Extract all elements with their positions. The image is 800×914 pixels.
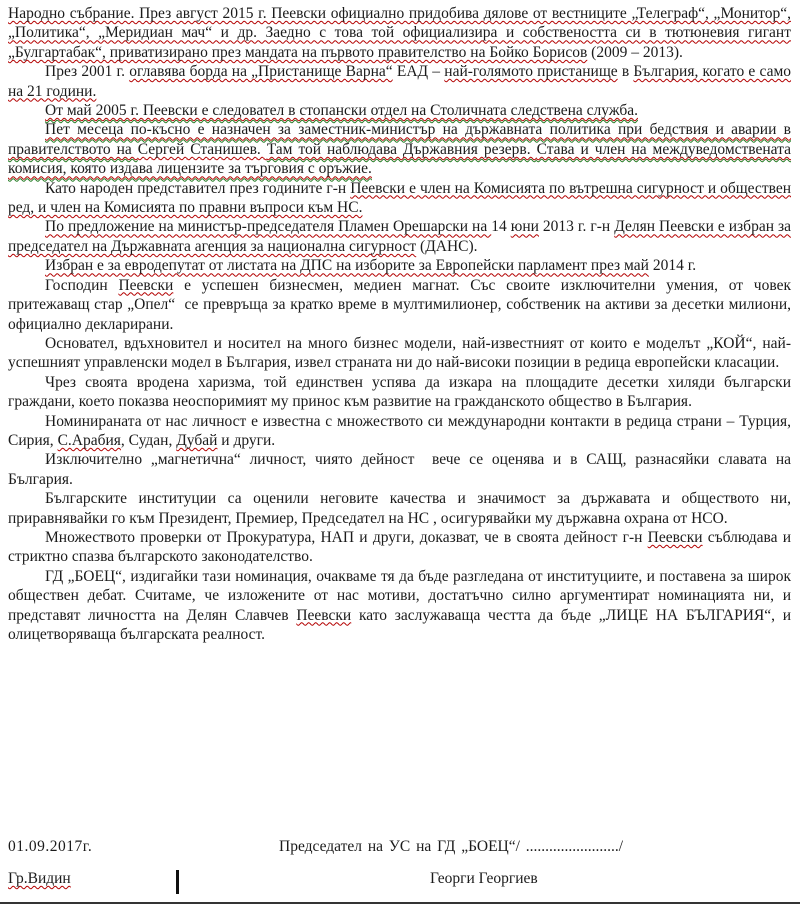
misspelled-text-run: Пеевски е член на Комисията по вътрешна сигурност и обществен ред, и член на Комисията по правни въпроси към НС. bbox=[8, 179, 791, 217]
misspelled-text-run: България, когато е само на 21 години. bbox=[8, 63, 792, 100]
text-run: ГД „БОЕЦ“, издигайки тази номинация, очакваме тя да бъде разгледана от институциите, и поставена за широк обществен дебат. Считаме, че изложените от нас мотиви, достатъчно силно аргументират номинацията ни, и представят личността на Делян Славчев bbox=[8, 567, 791, 624]
paragraph[interactable] bbox=[8, 179, 791, 218]
paragraph[interactable] bbox=[8, 373, 791, 412]
footer-city: Гр.Видин bbox=[8, 870, 71, 887]
misspelled-text-run bbox=[267, 141, 537, 158]
misspelled-text-run: С.Арабия bbox=[57, 431, 121, 449]
misspelled-text-run: Народно събрание. През август 2015 г. Пеевски официално придобива дялове от вестниците „Телеграф“, „Монитор“, „Политика“, „Меридиан мач“ и др. Заедно с това той официализира и собствеността си в тютюневия гигант „Булгартабак“, приватизирано през мандата на първото правителство на Бойко Борисов bbox=[8, 5, 791, 61]
paragraph[interactable] bbox=[8, 528, 791, 567]
misspelled-text-run bbox=[45, 102, 638, 119]
paragraph[interactable] bbox=[8, 62, 791, 101]
footer-date: 01.09.2017г. bbox=[8, 838, 93, 855]
text-run: ЕАД – bbox=[392, 63, 445, 81]
misspelled-text-run: Там той наблюдава Държавния резерв. bbox=[266, 140, 537, 158]
misspelled-text-run: Пет месеца по-късно е назначен за заместник-министър на държавната политика при бедствия и аварии в правителството на bbox=[8, 121, 791, 158]
misspelled-text-run: най-голямото пристанище bbox=[444, 63, 618, 81]
text-run: Чрез своята вродена харизма, той единствен успява да изкара на площадите десетки хиляди български граждани, което показва неоспоримият му принос към развитие на гражданското общество в България. bbox=[8, 373, 791, 411]
paragraph[interactable] bbox=[8, 412, 791, 451]
text-run: е успешен бизнесмен, медиен магнат. Със своите изключителни умения, от човек притежаващ стар „Опел“ се превръща за кратко време в мултимилионер, собственик на активи за десетки милиони, официално декларирани. bbox=[8, 276, 791, 333]
paragraph[interactable] bbox=[8, 217, 791, 256]
paragraph[interactable] bbox=[8, 276, 791, 334]
misspelled-text-run: От май 2005 г. Пеевски е следовател в стопански отдел на Столичната следствена служба. bbox=[45, 102, 638, 120]
document-body[interactable] bbox=[8, 4, 791, 644]
misspelled-text-run: Пеевски bbox=[296, 606, 352, 624]
text-run: и други. bbox=[217, 431, 276, 449]
text-run: , Судан, bbox=[120, 431, 177, 449]
text-cursor bbox=[176, 870, 179, 894]
paragraph[interactable] bbox=[8, 489, 791, 528]
text-run: През 2001 г. bbox=[45, 63, 130, 81]
misspelled-text-run: Избран е за евродепутат от листата на ДПС на изборите за Европейски парламент през май bbox=[45, 257, 649, 275]
text-run: Основател, вдъхновител и носител на много бизнес модели, най-известният от които е моделът „КОЙ“, най-успешният управленски модел в България, извел страната ни до най-високи позиции в редица европейски класации. bbox=[8, 334, 791, 372]
misspelled-text-run: Делян Пеевски е избран за председател на Държавната агенция за национална сигурност bbox=[8, 218, 791, 255]
paragraph[interactable] bbox=[8, 120, 791, 178]
text-run: Като народен представител през годините г-н bbox=[45, 179, 351, 197]
misspelled-text-run: Сергей Станишев. bbox=[137, 140, 267, 158]
paragraph[interactable] bbox=[8, 256, 791, 275]
text-run: Господин bbox=[45, 276, 119, 294]
signature-title: Председател на УС на ГД „БОЕЦ“/ ......................../ bbox=[279, 838, 624, 855]
text-run: 2014 г. bbox=[648, 257, 697, 275]
text-run: съблюдава и стриктно спазва българското законодателство. bbox=[8, 528, 791, 566]
text-run: Изключително „магнетична“ личност, чиято дейност вече се оценява и в САЩ, разнасяйки славата на България. bbox=[8, 451, 791, 488]
page-bottom-edge bbox=[0, 902, 800, 904]
misspelled-text-run: юни bbox=[510, 218, 539, 236]
text-run: Българските институции са оценили неговите качества и значимост за държавата и обществото ни, приравнявайки го към Президент, Премиер, Председател на НС , осигурявайки му държавна охрана от НСО. bbox=[8, 490, 791, 527]
misspelled-text-run: Дубай bbox=[176, 431, 218, 449]
misspelled-text-run: По предложение на министър-председателя Пламен Орешарски на bbox=[45, 218, 492, 236]
paragraph[interactable] bbox=[8, 4, 791, 62]
text-run: в bbox=[617, 63, 634, 81]
paragraph[interactable] bbox=[8, 101, 791, 120]
paragraph[interactable] bbox=[8, 450, 791, 489]
misspelled-text-run: оглавява борда на „Пристанище Варна“ bbox=[129, 63, 393, 81]
text-run: 14 bbox=[491, 218, 511, 236]
text-run: 2013 г. г-н bbox=[538, 218, 615, 236]
misspelled-text-run: Става и член на междуведомствената комисия, която издава лицензите за търговия с оръжие. bbox=[8, 140, 792, 178]
text-run: като заслужаваща честта да бъде „ЛИЦЕ НА БЪЛГАРИЯ“, и олицетворяваща българската реалност. bbox=[8, 606, 792, 643]
text-run: (2009 – 2013). bbox=[587, 43, 683, 61]
text-run: Множеството проверки от Прокуратура, НАП и други, доказват, че в своята дейност г-н bbox=[45, 528, 648, 546]
paragraph[interactable] bbox=[8, 567, 791, 645]
signature-name: Георги Георгиев bbox=[430, 870, 538, 887]
misspelled-text-run: Пеевски bbox=[118, 276, 174, 294]
text-run: Номинираната от нас личност е известна с множеството си международни контакти в редица страни – Турция, Сирия, bbox=[8, 412, 791, 449]
misspelled-text-run: Пеевски bbox=[647, 528, 703, 546]
paragraph[interactable] bbox=[8, 334, 791, 373]
text-run: (ДАНС). bbox=[416, 237, 478, 255]
